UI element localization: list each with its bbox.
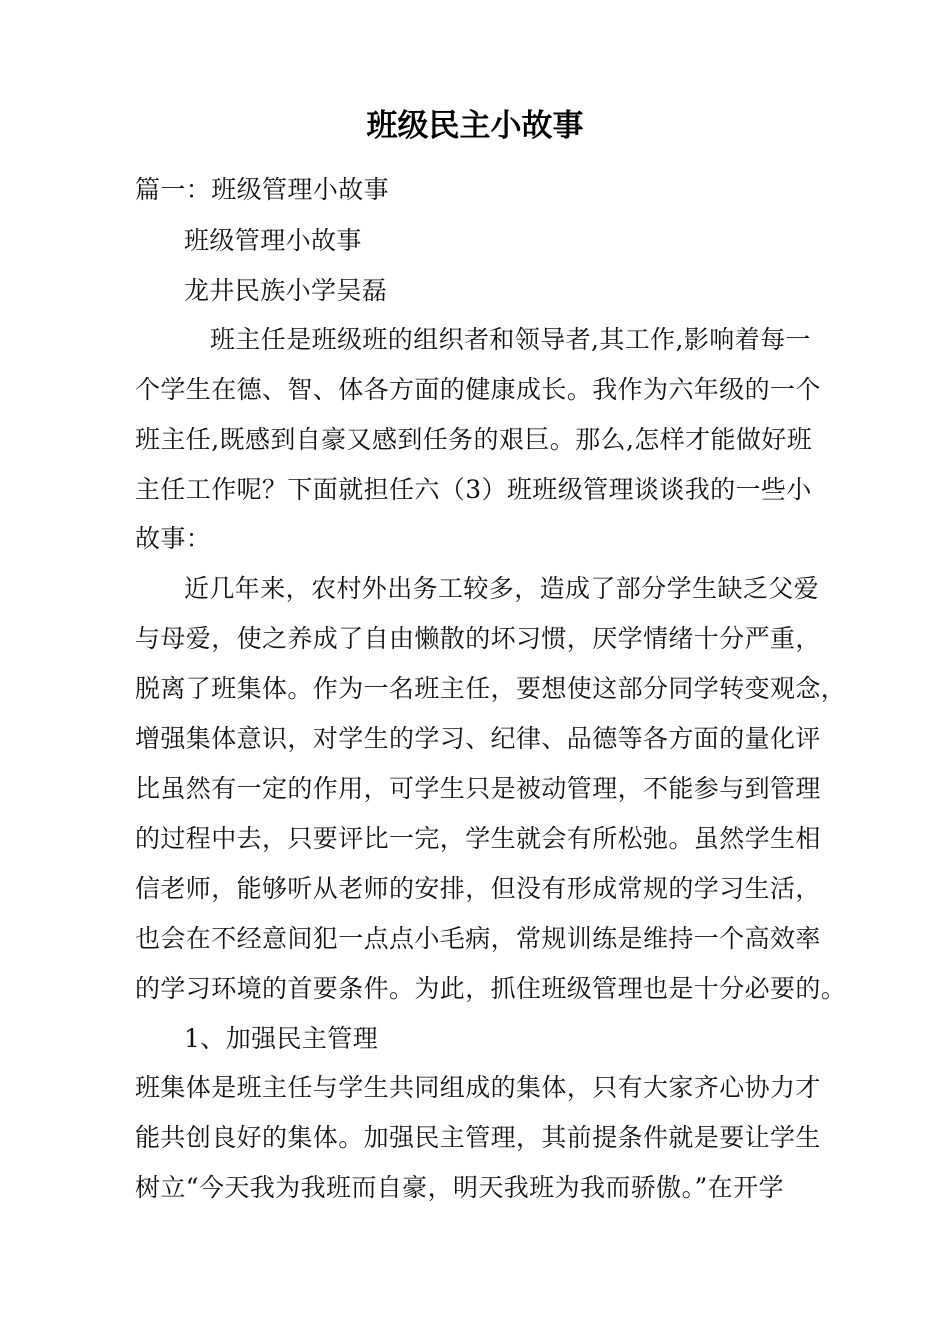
paragraph-line: 脱离了班集体。作为一名班主任，要想使这部分同学转变观念， — [135, 674, 847, 703]
paragraph-line: 个学生在德、智、体各方面的健康成长。我作为六年级的一个 — [135, 375, 821, 404]
paragraph-line: 近几年来，农村外出务工较多，造成了部分学生缺乏父爱 — [184, 574, 820, 603]
paragraph-line: 班集体是班主任与学生共同组成的集体，只有大家齐心协力才 — [135, 1073, 821, 1102]
paragraph-line: 也会在不经意间犯一点点小毛病，常规训练是维持一个高效率 — [135, 924, 821, 953]
paragraph-line: 班主任是班级班的组织者和领导者,其工作,影响着每一 — [210, 325, 811, 354]
author-line: 龙井民族小学吴磊 — [184, 276, 388, 305]
paragraph-line: 的过程中去，只要评比一完，学生就会有所松弛。虽然学生相 — [135, 824, 821, 853]
paragraph-line: 树立“今天我为我班而自豪，明天我班为我而骄傲。”在开学 — [135, 1173, 784, 1202]
paragraph-line: 的学习环境的首要条件。为此，抓住班级管理也是十分必要的。 — [135, 974, 847, 1003]
paragraph-line: 比虽然有一定的作用，可学生只是被动管理，不能参与到管理 — [135, 774, 821, 803]
paragraph-line: 能共创良好的集体。加强民主管理，其前提条件就是要让学生 — [135, 1123, 821, 1152]
subsection-heading: 1、加强民主管理 — [184, 1024, 379, 1053]
document-title: 班级民主小故事 — [366, 108, 584, 144]
paragraph-line: 主任工作呢？下面就担任六（3）班班级管理谈谈我的一些小 — [135, 475, 812, 504]
paragraph-line: 班主任,既感到自豪又感到任务的艰巨。那么,怎样才能做好班 — [135, 425, 813, 454]
section-heading: 篇一：班级管理小故事 — [135, 175, 390, 204]
paragraph-line: 与母爱，使之养成了自由懒散的坏习惯，厌学情绪十分严重， — [135, 624, 821, 653]
paragraph-line: 增强集体意识，对学生的学习、纪律、品德等各方面的量化评 — [135, 724, 821, 753]
paragraph-line: 信老师，能够听从老师的安排，但没有形成常规的学习生活， — [135, 874, 821, 903]
paragraph-line: 故事： — [135, 524, 212, 553]
article-title: 班级管理小故事 — [184, 226, 362, 255]
